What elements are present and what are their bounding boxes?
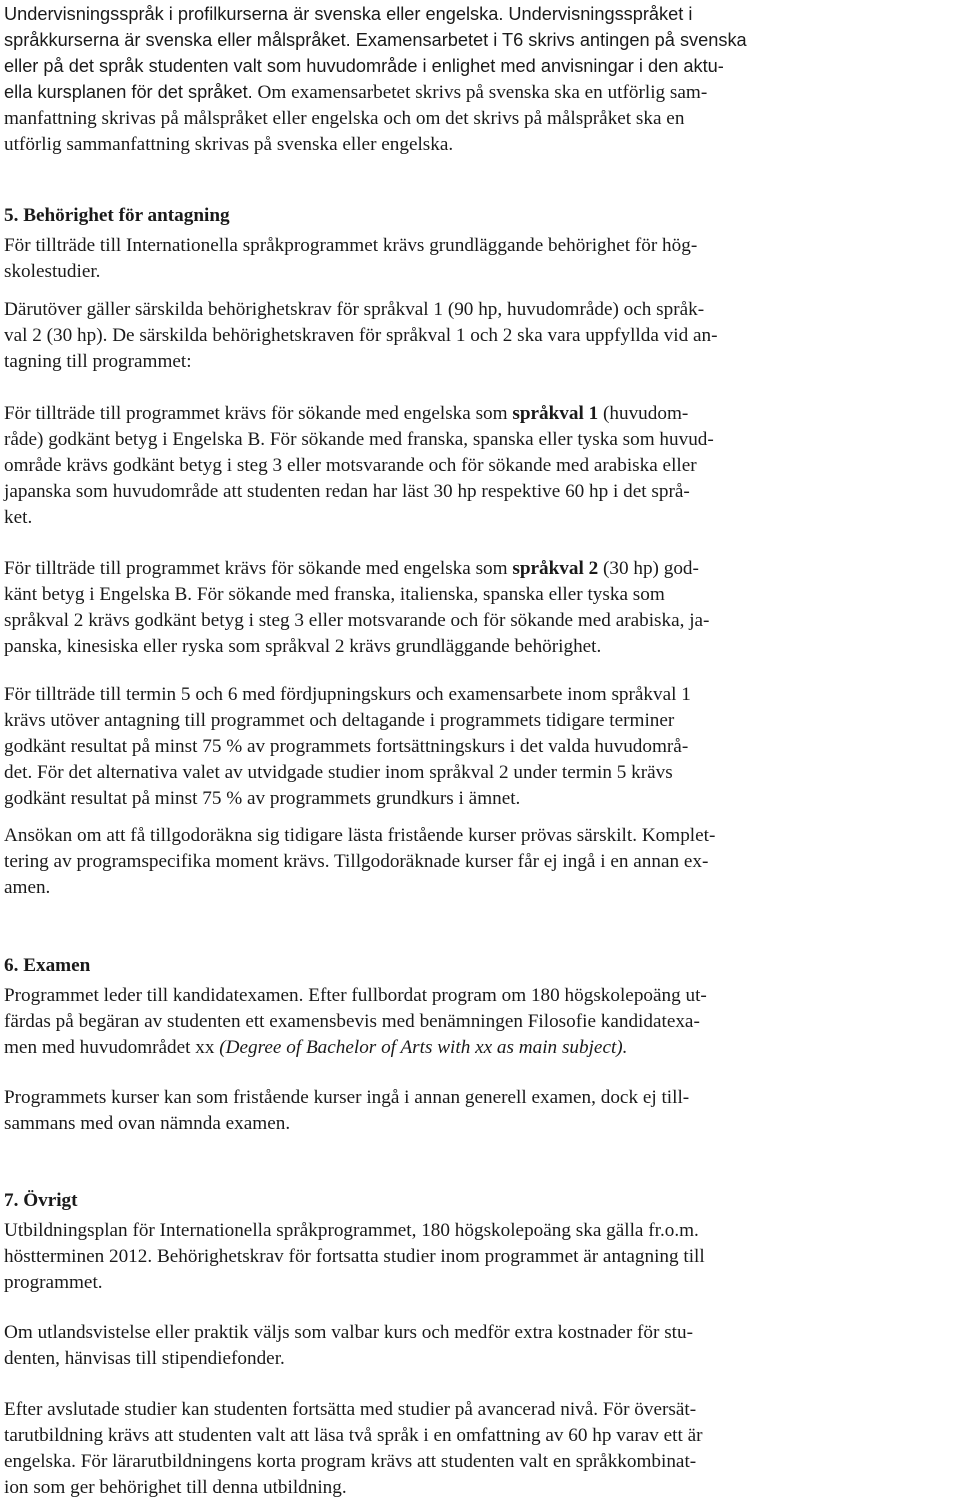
s5-p4-line-4: panska, kinesiska eller ryska som språkval 2 krävs grundläggande behörighet. <box>4 635 602 657</box>
s5-p3-line-2: råde) godkänt betyg i Engelska B. För sökande med franska, spanska eller tyska som huvud- <box>4 428 714 450</box>
intro-paragraph <box>4 2 952 157</box>
section-6-heading: 6. Examen <box>4 955 91 976</box>
section-6-paragraph-1 <box>4 983 952 1061</box>
s5-p3-line-1 <box>4 401 952 427</box>
section-5-paragraph-2 <box>4 297 952 375</box>
intro-line-2: språkkurserna är svenska eller målspråket. Examensarbetet i T6 skrivs antingen på svenska <box>4 29 747 50</box>
s5-p5-line-4: det. För det alternativa valet av utvidgade studier inom språkval 2 under termin 5 krävs <box>4 761 673 783</box>
s5-p3-line-3: område krävs godkänt betyg i steg 3 eller motsvarande och för sökande med arabiska eller <box>4 454 697 476</box>
s5-p6-line-3: amen. <box>4 876 51 898</box>
s5-p2-line-3: tagning till programmet: <box>4 350 192 372</box>
s7-p3-line-2: tarutbildning krävs att studenten valt att läsa två språk i en omfattning av 60 hp varav ett är <box>4 1424 703 1446</box>
s5-p4-line-1c: (30 hp) god- <box>598 558 699 579</box>
s5-p4-line-3: språkval 2 krävs godkänt betyg i steg 3 eller motsvarande och för sökande med arabiska, ja- <box>4 609 710 631</box>
s5-p2-line-2a: val 2 (30 hp). <box>4 324 108 346</box>
s5-p6-line-2: tering av programspecifika moment krävs. Tillgodoräknade kurser får ej ingå i en annan ex- <box>4 850 709 872</box>
s5-p2-line-2b: De särskilda behörighetskraven för språkval 1 och 2 ska vara uppfyllda vid an- <box>107 324 718 346</box>
section-7-paragraph-2 <box>4 1320 952 1372</box>
s5-p5-line-5: godkänt resultat på minst 75 % av programmets grundkurs i ämnet. <box>4 787 521 809</box>
intro-line-1: Undervisningsspråk i profilkurserna är svenska eller engelska. Undervisningsspråket i <box>4 4 693 24</box>
section-5-paragraph-6 <box>4 823 952 901</box>
s7-p1-line-1: Utbildningsplan för Internationella språkprogrammet, 180 högskolepoäng ska gälla fr.o.m. <box>4 1220 699 1241</box>
s6-p1-line-2: färdas på begäran av studenten ett examensbevis med benämningen Filosofie kandidatexa- <box>4 1010 700 1032</box>
s7-p3-line-3: engelska. För lärarutbildningens korta program krävs att studenten valt en språkkombinat- <box>4 1450 697 1472</box>
s5-p4-line-1 <box>4 556 952 582</box>
section-5-heading: 5. Behörighet för antagning <box>4 205 230 226</box>
section-5-paragraph-3 <box>4 401 952 531</box>
s5-p3-line-1a: För tillträde till programmet krävs för sökande med engelska som <box>4 403 513 424</box>
intro-line-3: eller på det språk studenten valt som huvudområde i enlighet med anvisningar i den aktu- <box>4 55 724 76</box>
section-5-paragraph-1 <box>4 233 952 285</box>
intro-line-5: manfattning skrivas på målspråket eller engelska och om det skrivs på målspråket ska en <box>4 107 685 129</box>
section-7-paragraph-3 <box>4 1397 952 1501</box>
intro-line-4b: Om examensarbetet skrivs på svenska ska en utförlig sam- <box>252 81 708 103</box>
s5-p4-line-2: känt betyg i Engelska B. För sökande med franska, italienska, spanska eller tyska som <box>4 583 665 605</box>
s7-p1-line-2: höstterminen 2012. Behörighetskrav för fortsatta studier inom programmet är antagning till <box>4 1245 705 1267</box>
s7-p3-line-1: Efter avslutade studier kan studenten fortsätta med studier på avancerad nivå. För översät- <box>4 1399 697 1420</box>
s5-p5-line-2: krävs utöver antagning till programmet och deltagande i programmets tidigare terminer <box>4 709 675 731</box>
section-7-paragraph-1 <box>4 1218 952 1296</box>
s7-p1-line-3: programmet. <box>4 1271 103 1293</box>
s5-p1-line-1: För tillträde till Internationella språkprogrammet krävs grundläggande behörighet för hög- <box>4 235 698 256</box>
intro-line-6: utförlig sammanfattning skrivas på svenska eller engelska. <box>4 133 454 155</box>
s6-p2-line-1: Programmets kurser kan som fristående kurser ingå i annan generell examen, dock ej till- <box>4 1087 690 1108</box>
s7-p2-line-2: denten, hänvisas till stipendiefonder. <box>4 1347 285 1369</box>
s5-p4-sprakval-2: språkval 2 <box>512 558 599 579</box>
s5-p2-line-2 <box>4 323 952 349</box>
s5-p3-line-5: ket. <box>4 506 33 528</box>
s6-p1-degree-english: (Degree of Bachelor of Arts with xx as main subject). <box>219 1036 628 1058</box>
intro-line-4a: ella kursplanen för det språket. <box>4 81 253 102</box>
s6-p1-line-3a: men med huvudområdet xx <box>4 1036 220 1058</box>
s6-p1-line-1: Programmet leder till kandidatexamen. Efter fullbordat program om 180 högskolepoäng ut- <box>4 985 707 1006</box>
s5-p4-line-1a: För tillträde till programmet krävs för sökande med engelska som <box>4 558 513 579</box>
s7-p2-line-1: Om utlandsvistelse eller praktik väljs som valbar kurs och medför extra kostnader för stu- <box>4 1322 693 1343</box>
intro-line-4 <box>4 80 952 106</box>
s5-p3-sprakval-1: språkval 1 <box>512 403 599 424</box>
s5-p3-line-1c: (huvudom- <box>598 403 689 424</box>
s5-p6-line-1: Ansökan om att få tillgodoräkna sig tidigare lästa fristående kurser prövas särskilt. Komplet- <box>4 825 716 846</box>
s5-p3-line-4: japanska som huvudområde att studenten redan har läst 30 hp respektive 60 hp i det språ- <box>4 480 690 502</box>
s5-p5-line-3: godkänt resultat på minst 75 % av programmets fortsättningskurs i det valda huvudområ- <box>4 735 689 757</box>
section-7-heading: 7. Övrigt <box>4 1190 78 1211</box>
s5-p1-line-2: skolestudier. <box>4 260 101 282</box>
s7-p3-line-4: ion som ger behörighet till denna utbildning. <box>4 1476 347 1498</box>
s6-p2-line-2: sammans med ovan nämnda examen. <box>4 1112 291 1134</box>
section-5-paragraph-4 <box>4 556 952 660</box>
section-5-paragraph-5 <box>4 682 952 812</box>
s5-p5-line-1: För tillträde till termin 5 och 6 med fördjupningskurs och examensarbete inom språkval 1 <box>4 684 691 705</box>
s6-p1-line-3 <box>4 1035 952 1061</box>
s5-p2-line-1: Därutöver gäller särskilda behörighetskrav för språkval 1 (90 hp, huvudområde) och språk- <box>4 299 705 320</box>
section-6-paragraph-2 <box>4 1085 952 1137</box>
